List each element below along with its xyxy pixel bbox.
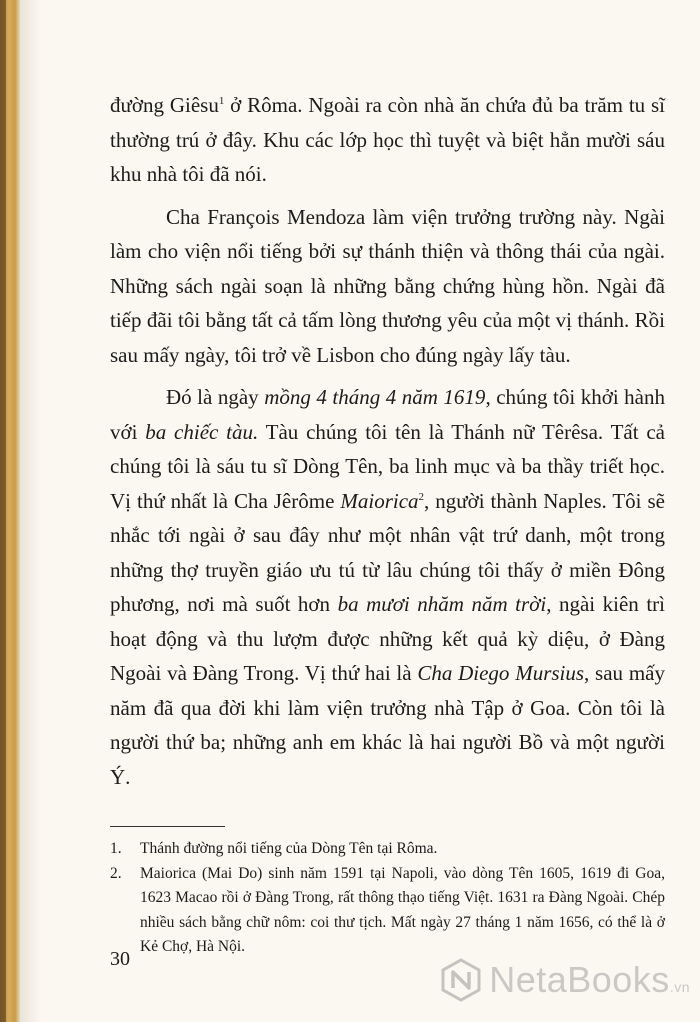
paragraph-3-text-f: , sau mấy năm đã qua đời khi làm viện trưởng nhà Tập ở Goa. Còn tôi là người thứ ba; những anh em khác là hai người Bồ và một người Ý. — [110, 661, 665, 789]
paragraph-3 — [110, 380, 665, 794]
watermark-suffix: .vn — [669, 979, 690, 995]
page-body — [110, 88, 665, 960]
departure-date: mồng 4 tháng 4 năm 1619 — [264, 385, 486, 409]
three-ships-phrase: ba chiếc tàu. — [145, 419, 259, 444]
footnote-2-number: 2. — [110, 864, 122, 882]
diego-mursius-name: Cha Diego Mursius — [417, 661, 585, 685]
footnote-2 — [110, 862, 665, 960]
paragraph-2: Cha François Mendoza làm viện trưởng trường này. Ngài làm cho viện nổi tiếng bởi sự thánh thiện và thông thái của ngài. Những sách ngài soạn là những bằng chứng hùng hồn. Ngài đã tiếp đãi tôi bằng tất cả tấm lòng thương yêu của một vị thánh. Rồi sau mấy ngày, tôi trở về Lisbon cho đúng ngày lấy tàu. — [110, 204, 665, 367]
footnote-2-text: Maiorica (Mai Do) sinh năm 1591 tại Napoli, vào dòng Tên 1605, 1619 đi Goa, 1623 Macao rồi ở Đàng Trong, rất thông thạo tiếng Việt. 1631 ra Đàng Ngoài. Chép nhiều sách bằng chữ nôm: coi thư tịch. Mất ngày 27 tháng 1 năm 1656, có thể là ở Kẻ Chợ, Hà Nội. — [140, 864, 665, 955]
page-number: 30 — [110, 948, 130, 970]
maiorica-name: Maiorica — [340, 488, 419, 513]
paragraph-3-text-d: , người thành Naples. Tôi sẽ nhắc tới ngài ở sau đây như một nhân vật trứ danh, một trong những thợ truyền giáo ưu tú từ lâu chúng tôi thấy ở miền Đông phương, nơi mà suốt hơn — [110, 488, 665, 616]
paragraph-3-text-a: Đó là ngày — [166, 385, 265, 409]
thirty-five-years-phrase: ba mươi nhăm năm trời — [337, 592, 547, 616]
paragraph-1-text-b: ở Rôma. Ngoài ra còn nhà ăn chứa đủ ba trăm tu sĩ thường trú ở đây. Khu các lớp học thì tuyệt và biệt hẳn mười sáu khu nhà tôi đã nói. — [110, 93, 665, 186]
paragraph-3-text-c: Tàu chúng tôi tên là Thánh nữ Têrêsa. Tất cả chúng tôi là sáu tu sĩ Dòng Tên, ba linh mục và ba thầy triết học. Vị thứ nhất là Cha Jêrôme — [110, 419, 665, 513]
footnote-1-number: 1. — [110, 840, 122, 857]
netabooks-logo-icon — [439, 958, 483, 1002]
paragraph-1 — [110, 88, 665, 192]
paragraph-3-text-e: , ngài kiên trì hoạt động và thu lượm được những kết quả kỳ diệu, ở Đàng Ngoài và Đàng Trong. Vị thứ hai là — [110, 592, 665, 685]
footnote-divider — [110, 826, 225, 827]
watermark-text — [489, 959, 690, 1001]
watermark-brand: NetaBooks — [489, 959, 670, 1000]
footnote-ref-1: 1 — [218, 95, 225, 107]
watermark — [439, 958, 690, 1002]
paragraph-1-text-a: đường Giêsu — [110, 93, 219, 117]
footnote-1 — [110, 837, 665, 862]
footnote-ref-2: 2 — [418, 490, 425, 503]
footnote-1-text: Thánh đường nổi tiếng của Dòng Tên tại Rôma. — [140, 840, 438, 857]
spine-shadow — [0, 0, 6, 1022]
footnotes — [110, 837, 665, 960]
page-gutter-shade — [20, 0, 40, 1022]
paragraph-3-text-b: , chúng tôi khởi hành với — [110, 385, 665, 444]
